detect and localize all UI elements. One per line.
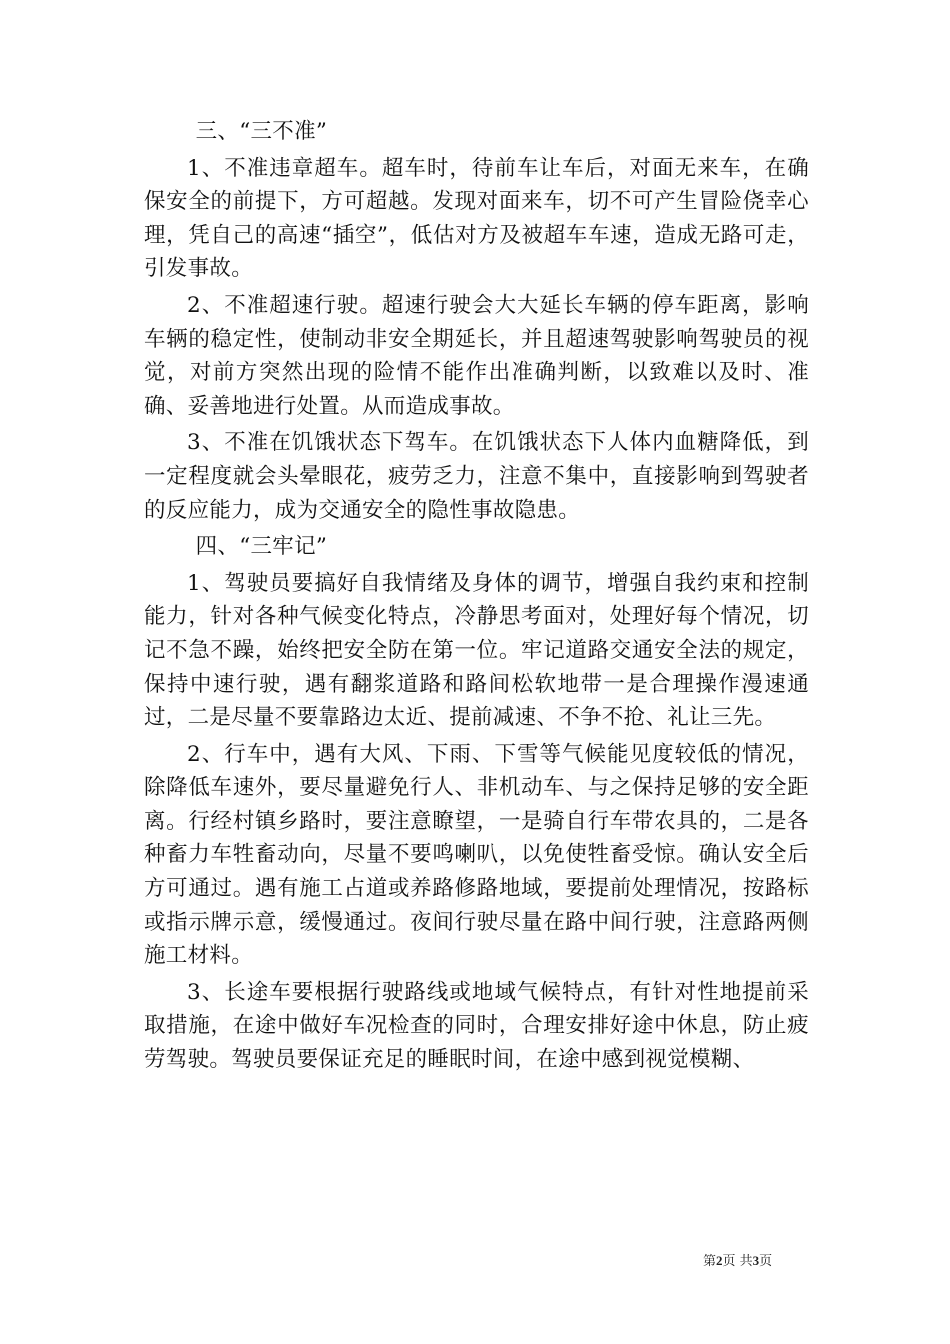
- section-heading-three-prohibitions: 三、“三不准”: [195, 119, 328, 144]
- document-body: [144, 112, 809, 1077]
- paragraph-no-illegal-overtaking: 1、不准违章超车。超车时，待前车让车后，对面无来车，在确保安全的前提下，方可超越。发现对面来车，切不可产生冒险侥幸心理，凭自己的高速“插空”，低估对方及被超车车速，造成无路可走，引发事故。: [144, 155, 809, 282]
- footer-middle: 页 共: [722, 1254, 753, 1269]
- footer-current-page: 2: [716, 1253, 723, 1268]
- paragraph-no-hungry-driving: 3、不准在饥饿状态下驾车。在饥饿状态下人体内血糖降低，到一定程度就会头晕眼花，疲劳乏力，注意不集中，直接影响到驾驶者的反应能力，成为交通安全的隐性事故隐患。: [144, 430, 809, 523]
- paragraph-long-distance: 3、长途车要根据行驶路线或地域气候特点，有针对性地提前采取措施，在途中做好车况检查的同时，合理安排好途中休息，防止疲劳驾驶。驾驶员要保证充足的睡眠时间，在途中感到视觉模糊、: [144, 979, 809, 1073]
- footer-suffix: 页: [759, 1254, 773, 1269]
- section-heading-three-remember: 四、“三牢记”: [195, 534, 328, 560]
- page-number-footer: [703, 1250, 772, 1269]
- footer-total-pages: 3: [752, 1253, 760, 1268]
- paragraph-self-regulation: 1、驾驶员要搞好自我情绪及身体的调节，增强自我约束和控制能力，针对各种气候变化特点，冷静思考面对，处理好每个情况，切记不急不躁，始终把安全防在第一位。牢记道路交通安全法的规定，保持中速行驶，遇有翻浆道路和路间松软地带一是合理操作漫速通过，二是尽量不要靠路边太近、提前减速、不争不抢、礼让三先。: [144, 570, 809, 731]
- footer-prefix: 第: [703, 1254, 717, 1269]
- paragraph-bad-weather: 2、行车中，遇有大风、下雨、下雪等气候能见度较低的情况，除降低车速外，要尽量避免行人、非机动车、与之保持足够的安全距离。行经村镇乡路时，要注意瞭望，一是骑自行车带农具的，二是各种畜力车牲畜动向，尽量不要鸣喇叭，以免使牲畜受惊。确认安全后方可通过。遇有施工占道或养路修路地域，要提前处理情况，按路标或指示牌示意，缓慢通过。夜间行驶尽量在路中间行驶，注意路两侧施工材料。: [144, 741, 809, 969]
- paragraph-no-speeding: 2、不准超速行驶。超速行驶会大大延长车辆的停车距离，影响车辆的稳定性，使制动非安全期延长，并且超速驾驶影响驾驶员的视觉，对前方突然出现的险情不能作出准确判断，以致难以及时、准确、妥善地进行处置。从而造成事故。: [144, 292, 809, 419]
